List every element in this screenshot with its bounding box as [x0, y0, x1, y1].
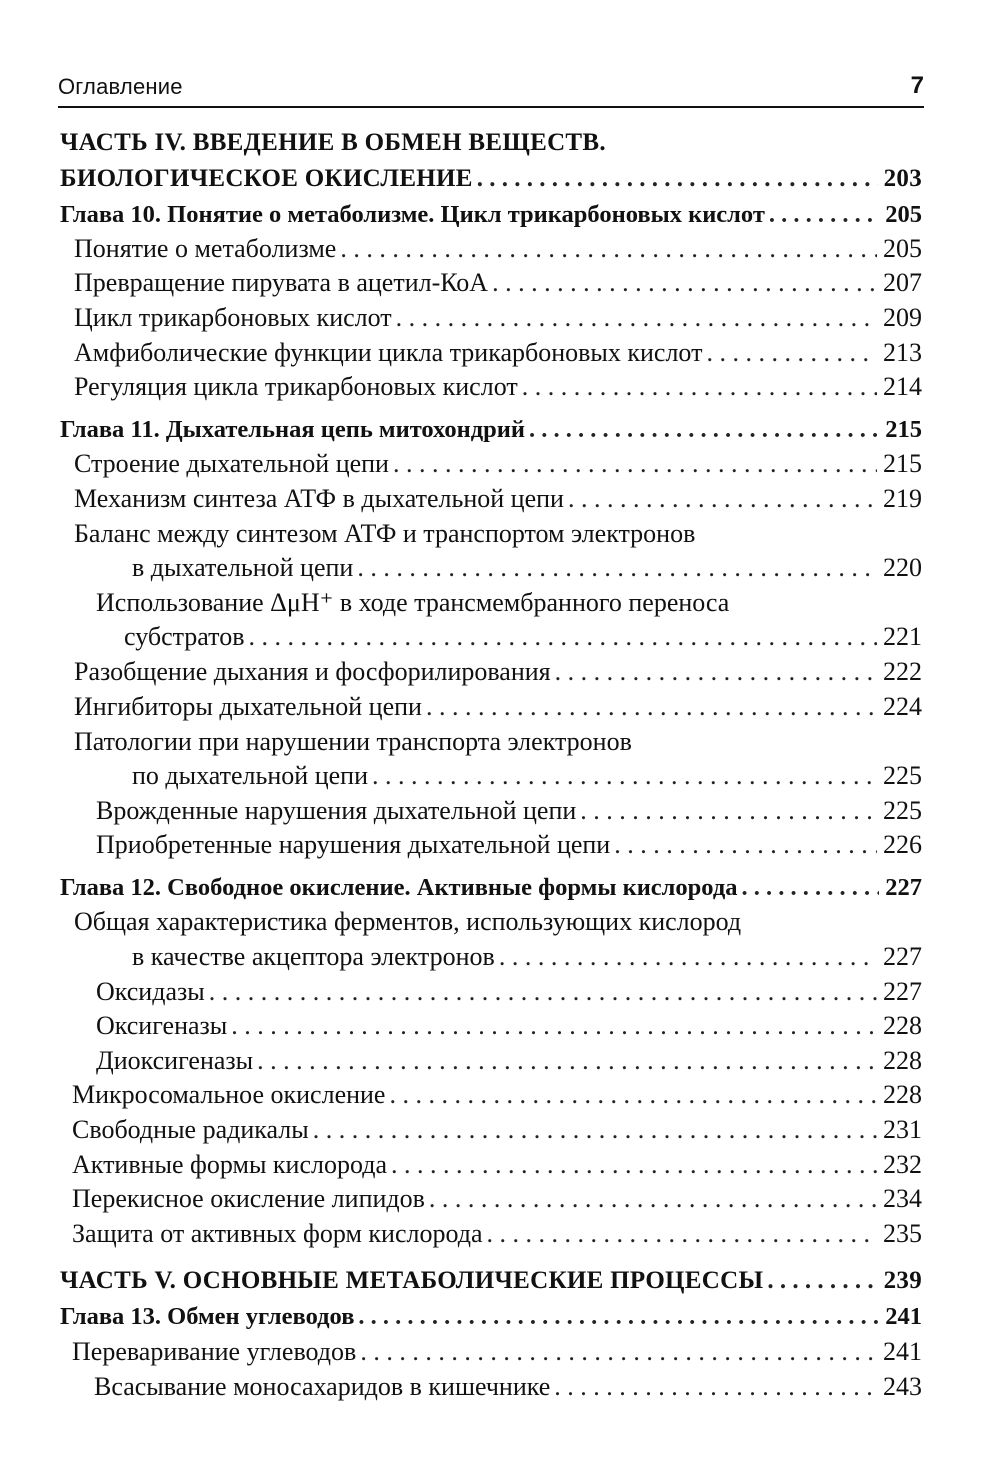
toc-entry-page: 231 [883, 1115, 922, 1144]
toc-entry-title: Разобщение дыхания и фосфорилирования [74, 657, 551, 686]
toc-section-entry [74, 370, 922, 404]
toc-chapter-entry [60, 198, 922, 232]
dot-leader [257, 1044, 877, 1078]
dot-leader [340, 232, 877, 266]
dot-leader [396, 301, 877, 335]
dot-leader [389, 1078, 877, 1112]
toc-section-entry [74, 301, 922, 335]
toc-entry-title: Глава 11. Дыхательная цепь митохондрий [60, 416, 525, 443]
toc-section-entry-continued [132, 551, 922, 585]
toc-entry-page: 209 [883, 303, 922, 332]
toc-entry-page: 221 [883, 622, 922, 651]
toc-entry-title: Патологии при нарушении транспорта электронов [74, 727, 632, 756]
dot-leader [580, 794, 877, 828]
toc-entry-page: 243 [883, 1372, 922, 1401]
dot-leader [429, 1182, 877, 1216]
toc-section-entry [72, 1217, 922, 1251]
toc-section-entry [72, 1182, 922, 1216]
toc-entry-title: Глава 12. Свободное окисление. Активные формы кислорода [60, 874, 738, 901]
toc-entry-page: 234 [883, 1184, 922, 1213]
toc-subsection-entry [96, 828, 922, 862]
toc-subsection-entry [96, 1044, 922, 1078]
dot-leader [767, 1264, 877, 1298]
dot-leader [568, 482, 877, 516]
toc-section-entry [74, 336, 922, 370]
toc-entry-title: Переваривание углеводов [72, 1337, 357, 1366]
dot-leader [248, 620, 877, 654]
toc-entry-page: 241 [883, 1337, 922, 1366]
toc-section-entry [74, 905, 741, 939]
toc-entry-title: Всасывание моносахаридов в кишечнике [94, 1372, 551, 1401]
dot-leader [706, 336, 877, 370]
toc-entry-page: 205 [885, 201, 922, 228]
toc-section-entry [74, 266, 922, 300]
dot-leader [360, 1335, 877, 1369]
toc-entry-title: Оксигеназы [96, 1011, 228, 1040]
toc-entry-title: Микросомальное окисление [72, 1080, 386, 1109]
toc-section-entry [74, 655, 922, 689]
dot-leader [487, 1217, 878, 1251]
toc-entry-page: 228 [883, 1080, 922, 1109]
dot-leader [313, 1113, 877, 1147]
toc-section-entry [72, 1148, 922, 1182]
dot-leader [372, 759, 877, 793]
toc-subsection-entry-continued [124, 620, 922, 654]
toc-entry-page: 235 [883, 1219, 922, 1248]
dot-leader [391, 1148, 877, 1182]
dot-leader [499, 940, 877, 974]
toc-entry-title: в дыхательной цепи [132, 553, 354, 582]
toc-section-entry-continued [132, 940, 922, 974]
toc-subsection-entry [96, 975, 922, 1009]
toc-section-entry [74, 232, 922, 266]
toc-subsection-entry [94, 1370, 922, 1404]
toc-subsection-entry [96, 586, 729, 620]
toc-section-entry [74, 690, 922, 724]
toc-entry-page: 228 [883, 1011, 922, 1040]
toc-entry-title: Активные формы кислорода [72, 1150, 387, 1179]
toc-entry-title: Механизм синтеза АТФ в дыхательной цепи [74, 484, 564, 513]
toc-entry-page: 228 [883, 1046, 922, 1075]
dot-leader [477, 162, 878, 196]
running-header [58, 70, 924, 108]
toc-entry-title: Амфиболические функции цикла трикарбоновых кислот [74, 338, 703, 367]
toc-section-entry [72, 1113, 922, 1147]
toc-entry-title: Использование ΔμH⁺ в ходе трансмембранного переноса [96, 588, 730, 617]
toc-entry-title: Строение дыхательной цепи [74, 449, 389, 478]
toc-section-entry [74, 517, 695, 551]
toc-chapter-entry [60, 1300, 922, 1334]
toc-entry-title: ЧАСТЬ V. ОСНОВНЫЕ МЕТАБОЛИЧЕСКИЕ ПРОЦЕССЫ [60, 1267, 764, 1294]
toc-entry-page: 205 [883, 234, 922, 263]
toc-entry-title: по дыхательной цепи [132, 761, 368, 790]
toc-section-entry [72, 1335, 922, 1369]
toc-entry-page: 214 [883, 372, 922, 401]
dot-leader [554, 1370, 877, 1404]
toc-entry-title: Глава 13. Обмен углеводов [60, 1303, 355, 1330]
toc-entry-page: 213 [883, 338, 922, 367]
toc-entry-title: Регуляция цикла трикарбоновых кислот [74, 372, 518, 401]
toc-section-entry [74, 482, 922, 516]
toc-entry-title: БИОЛОГИЧЕСКОЕ ОКИСЛЕНИЕ [60, 165, 473, 192]
toc-part-entry [60, 162, 922, 196]
toc-entry-page: 226 [883, 830, 922, 859]
dot-leader [357, 551, 877, 585]
toc-subsection-entry [96, 1009, 922, 1043]
toc-section-entry [72, 1078, 922, 1112]
dot-leader [393, 447, 877, 481]
toc-entry-page: 241 [885, 1303, 922, 1330]
toc-subsection-entry [96, 794, 922, 828]
toc-section-entry [74, 447, 922, 481]
toc-entry-title: субстратов [124, 622, 245, 651]
toc-entry-page: 219 [883, 484, 922, 513]
toc-part-heading: ЧАСТЬ IV. ВВЕДЕНИЕ В ОБМЕН ВЕЩЕСТВ. [60, 129, 606, 156]
toc-entry-title: в качестве акцептора электронов [132, 942, 495, 971]
toc-entry-title: Приобретенные нарушения дыхательной цепи [96, 830, 611, 859]
dot-leader [231, 1009, 877, 1043]
dot-leader [769, 198, 879, 232]
toc-entry-page: 227 [883, 977, 922, 1006]
toc-entry-page: 227 [885, 874, 922, 901]
toc-entry-page: 222 [883, 657, 922, 686]
dot-leader [555, 655, 877, 689]
toc-entry-page: 224 [883, 692, 922, 721]
toc-entry-title: Превращение пирувата в ацетил-КоА [74, 268, 489, 297]
toc-section-entry [74, 725, 632, 759]
toc-entry-title: Защита от активных форм кислорода [72, 1219, 483, 1248]
toc-entry-title: Диоксигеназы [96, 1046, 254, 1075]
toc-entry-title: Глава 10. Понятие о метаболизме. Цикл трикарбоновых кислот [60, 201, 765, 228]
toc-entry-title: Баланс между синтезом АТФ и транспортом электронов [74, 519, 696, 548]
toc-entry-title: Ингибиторы дыхательной цепи [74, 692, 422, 721]
toc-entry-page: 207 [883, 268, 922, 297]
toc-entry-page: 225 [883, 761, 922, 790]
toc-entry-page: 239 [883, 1267, 922, 1294]
dot-leader [522, 370, 877, 404]
toc-entry-page: 203 [883, 165, 922, 192]
dot-leader [358, 1300, 879, 1334]
toc-section-entry-continued [132, 759, 922, 793]
toc-entry-page: 232 [883, 1150, 922, 1179]
toc-entry-title: Перекисное окисление липидов [72, 1184, 425, 1213]
toc-part-entry [60, 1264, 922, 1298]
toc-entry-title: Цикл трикарбоновых кислот [74, 303, 392, 332]
toc-entry-page: 225 [883, 796, 922, 825]
toc-entry-title: Понятие о метаболизме [74, 234, 337, 263]
toc-entry-title: Общая характеристика ферментов, использующих кислород [74, 907, 742, 936]
dot-leader [492, 266, 877, 300]
dot-leader [614, 828, 877, 862]
toc-entry-page: 215 [885, 416, 922, 443]
toc-entry-title: Врожденные нарушения дыхательной цепи [96, 796, 577, 825]
toc-entry-title: Свободные радикалы [72, 1115, 309, 1144]
header-page-number: 7 [910, 72, 924, 99]
dot-leader [209, 975, 877, 1009]
dot-leader [742, 871, 880, 905]
toc-entry-page: 227 [883, 942, 922, 971]
toc-entry-page: 220 [883, 553, 922, 582]
dot-leader [426, 690, 877, 724]
dot-leader [529, 413, 879, 447]
toc-entry-page: 215 [883, 449, 922, 478]
toc-chapter-entry [60, 413, 922, 447]
header-section-title: Оглавление [58, 74, 183, 99]
toc-entry-title: Оксидазы [96, 977, 205, 1006]
toc-chapter-entry [60, 871, 922, 905]
